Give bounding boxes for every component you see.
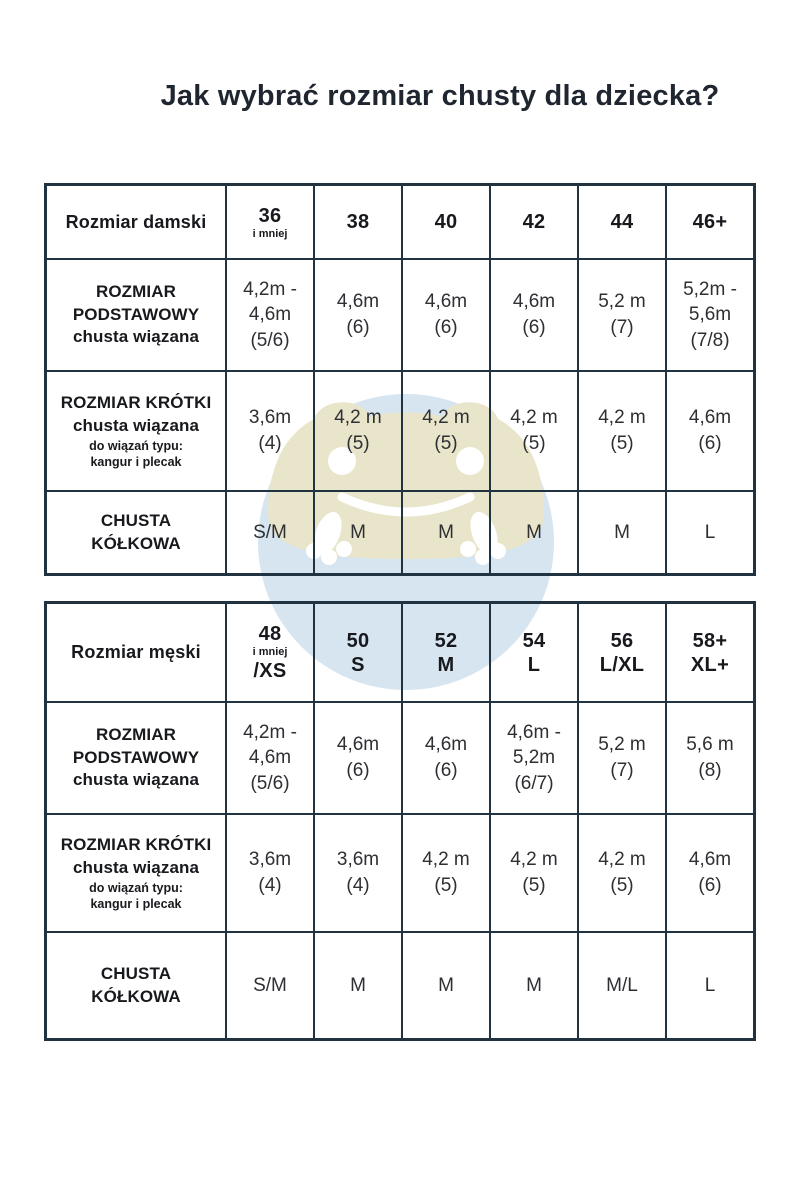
row-label-line: ROZMIAR: [95, 281, 177, 301]
row-label-line: KÓŁKOWA: [91, 986, 181, 1006]
value-line: 5,6m: [688, 304, 732, 326]
column-header-cell: [489, 604, 577, 701]
row-label-cell: [47, 813, 225, 931]
value-cell: [489, 258, 577, 370]
value-cell: [577, 370, 665, 490]
row-label-line: chusta wiązana: [72, 327, 200, 347]
value-cell: [313, 813, 401, 931]
value-line: M: [614, 521, 630, 543]
value-cell: [225, 258, 313, 370]
value-line: (5): [346, 433, 370, 454]
value-line: (5): [610, 875, 634, 896]
value-line: (4): [258, 433, 282, 454]
column-header-big: 38: [346, 211, 370, 233]
row-label-cell: [47, 490, 225, 573]
column-header-cell: [313, 604, 401, 701]
table-label: Rozmiar męski: [71, 642, 201, 662]
value-cell: [225, 490, 313, 573]
value-line: L: [704, 974, 716, 996]
value-line: (4): [258, 875, 282, 896]
row-sublabel-line: do wiązań typu:: [89, 880, 183, 895]
value-line: 3,6m: [336, 849, 380, 871]
column-header-cell: [489, 186, 577, 258]
row-sublabel-line: kangur i plecak: [90, 896, 182, 911]
value-line: 3,6m: [248, 849, 292, 871]
value-line: S/M: [253, 974, 287, 996]
men-table-label-cell: [47, 604, 225, 701]
value-cell: [313, 370, 401, 490]
column-header-cell: [225, 186, 313, 258]
value-line: 5,2m: [512, 747, 556, 769]
value-cell: [401, 931, 489, 1038]
row-label-line: PODSTAWOWY: [72, 304, 200, 324]
value-cell: [665, 370, 753, 490]
row-label-line: ROZMIAR KRÓTKI: [60, 392, 212, 412]
value-cell: [489, 931, 577, 1038]
value-cell: [489, 701, 577, 813]
value-line: 4,6m: [424, 734, 468, 756]
value-line: M: [526, 974, 542, 996]
value-line: (5/6): [250, 329, 290, 351]
row-label-line: chusta wiązana: [72, 415, 200, 435]
value-line: 5,2m -: [683, 278, 737, 300]
row-label-cell: [47, 701, 225, 813]
value-line: L: [704, 521, 716, 543]
value-line: 4,2 m: [598, 407, 646, 429]
value-line: (8): [698, 760, 722, 781]
value-cell: [489, 490, 577, 573]
column-header-big: 46+: [692, 211, 728, 233]
value-line: 4,2 m: [598, 849, 646, 871]
value-cell: [225, 813, 313, 931]
value-line: 4,2 m: [422, 849, 470, 871]
value-line: 4,6m: [248, 304, 292, 326]
value-cell: [401, 490, 489, 573]
value-cell: [665, 813, 753, 931]
column-header-cell: [577, 604, 665, 701]
row-label-line: chusta wiązana: [72, 857, 200, 877]
row-label-cell: [47, 258, 225, 370]
row-label-line: chusta wiązana: [72, 770, 200, 790]
value-line: 4,2 m: [510, 407, 558, 429]
value-line: 4,6m -: [507, 721, 561, 743]
row-label-line: ROZMIAR: [95, 724, 177, 744]
value-line: 4,6m: [688, 849, 732, 871]
column-header-big2: /XS: [253, 659, 287, 682]
value-line: 4,6m: [688, 407, 732, 429]
column-header-big2: XL+: [690, 653, 730, 676]
value-cell: [489, 370, 577, 490]
value-line: (7): [610, 760, 634, 781]
value-cell: [225, 701, 313, 813]
men-size-table: [44, 601, 756, 1041]
column-header-cell: [401, 604, 489, 701]
value-line: 4,6m: [248, 747, 292, 769]
value-line: (6): [434, 317, 458, 338]
column-header-cell: [313, 186, 401, 258]
column-header-small: i mniej: [252, 227, 288, 240]
value-cell: [577, 258, 665, 370]
column-header-big2: S: [351, 653, 365, 676]
value-cell: [401, 370, 489, 490]
value-line: 3,6m: [248, 407, 292, 429]
row-label-line: KÓŁKOWA: [91, 533, 181, 553]
column-header-big: 52: [434, 629, 458, 652]
column-header-big: 50: [346, 629, 370, 652]
value-cell: [401, 701, 489, 813]
value-line: 4,6m: [424, 291, 468, 313]
value-line: 4,6m: [512, 291, 556, 313]
value-line: 4,2 m: [510, 849, 558, 871]
column-header-big: 56: [610, 629, 634, 652]
table-label: Rozmiar damski: [65, 211, 207, 232]
value-cell: [577, 931, 665, 1038]
row-label-line: CHUSTA: [100, 510, 172, 530]
value-cell: [225, 370, 313, 490]
value-line: (6): [434, 760, 458, 781]
value-line: M: [438, 521, 454, 543]
value-cell: [665, 258, 753, 370]
value-line: (5): [434, 433, 458, 454]
value-line: (6): [346, 317, 370, 338]
value-line: 4,2m -: [243, 278, 297, 300]
value-cell: [313, 490, 401, 573]
value-line: 5,2 m: [598, 734, 646, 756]
value-line: 4,2m -: [243, 721, 297, 743]
value-line: M/L: [606, 974, 638, 996]
value-line: M: [526, 521, 542, 543]
value-line: (5): [434, 875, 458, 896]
value-line: M: [438, 974, 454, 996]
value-line: M: [350, 521, 366, 543]
women-table-label-cell: [47, 186, 225, 258]
value-cell: [577, 813, 665, 931]
column-header-big: 48: [258, 623, 282, 646]
value-line: (4): [346, 875, 370, 896]
value-cell: [665, 490, 753, 573]
value-cell: [313, 258, 401, 370]
value-line: (5): [522, 433, 546, 454]
value-line: 5,2 m: [598, 291, 646, 313]
column-header-cell: [577, 186, 665, 258]
value-cell: [313, 931, 401, 1038]
value-cell: [489, 813, 577, 931]
value-cell: [577, 490, 665, 573]
column-header-big: 58+: [692, 629, 728, 652]
value-line: 4,6m: [336, 734, 380, 756]
column-header-big: 54: [522, 629, 546, 652]
column-header-big: 40: [434, 211, 458, 233]
value-line: (6/7): [514, 772, 554, 794]
value-cell: [401, 813, 489, 931]
value-cell: [577, 701, 665, 813]
value-line: (5): [610, 433, 634, 454]
value-line: (6): [698, 433, 722, 454]
column-header-cell: [401, 186, 489, 258]
value-cell: [665, 701, 753, 813]
value-line: (6): [346, 760, 370, 781]
column-header-big2: M: [437, 653, 455, 676]
value-line: 5,6 m: [686, 734, 734, 756]
value-cell: [401, 258, 489, 370]
value-line: M: [350, 974, 366, 996]
value-line: (7/8): [690, 329, 730, 351]
column-header-cell: [225, 604, 313, 701]
row-sublabel-line: do wiązań typu:: [89, 438, 183, 453]
value-line: (7): [610, 317, 634, 338]
value-line: (6): [698, 875, 722, 896]
value-cell: [225, 931, 313, 1038]
column-header-big: 44: [610, 211, 634, 233]
row-label-line: PODSTAWOWY: [72, 747, 200, 767]
value-line: 4,2 m: [422, 407, 470, 429]
column-header-big: 36: [258, 204, 282, 227]
row-label-cell: [47, 370, 225, 490]
value-line: S/M: [253, 521, 287, 543]
column-header-big2: L/XL: [599, 653, 645, 676]
value-line: (5): [522, 875, 546, 896]
column-header-big2: L: [527, 653, 541, 676]
value-line: 4,2 m: [334, 407, 382, 429]
value-cell: [665, 931, 753, 1038]
column-header-big: 42: [522, 211, 546, 233]
row-label-line: ROZMIAR KRÓTKI: [60, 834, 212, 854]
column-header-small: i mniej: [252, 646, 288, 659]
value-line: (5/6): [250, 772, 290, 794]
row-sublabel-line: kangur i plecak: [90, 454, 182, 469]
value-line: 4,6m: [336, 291, 380, 313]
column-header-cell: [665, 186, 753, 258]
women-size-table: [44, 183, 756, 576]
value-cell: [313, 701, 401, 813]
row-label-line: CHUSTA: [100, 963, 172, 983]
row-label-cell: [47, 931, 225, 1038]
column-header-cell: [665, 604, 753, 701]
value-line: (6): [522, 317, 546, 338]
page-title: Jak wybrać rozmiar chusty dla dziecka?: [160, 80, 720, 112]
